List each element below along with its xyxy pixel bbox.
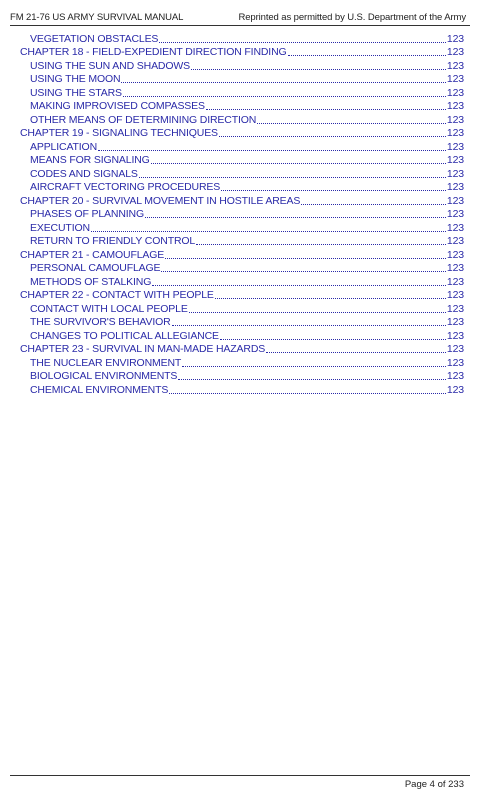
- dot-leader: [161, 262, 446, 272]
- toc-chapter-link[interactable]: [20, 288, 464, 302]
- toc-entry-title: CHAPTER 22 - CONTACT WITH PEOPLE: [20, 289, 214, 301]
- toc-section-link[interactable]: [20, 153, 464, 167]
- reprint-notice: Reprinted as permitted by U.S. Department of the Army: [238, 12, 466, 23]
- dot-leader: [182, 357, 446, 367]
- footer-divider: [10, 775, 470, 776]
- toc-entry-title: CHANGES TO POLITICAL ALLEGIANCE: [30, 329, 219, 342]
- toc-entry-page-number: 123: [446, 194, 464, 207]
- dot-leader: [215, 289, 446, 299]
- toc-chapter-link[interactable]: [20, 45, 464, 59]
- dot-leader: [121, 73, 445, 83]
- dot-leader: [159, 33, 446, 43]
- toc-section-link[interactable]: [20, 315, 464, 329]
- toc-entry-page-number: 123: [446, 100, 464, 112]
- toc-entry-page-number: 123: [446, 356, 464, 369]
- table-of-contents: [20, 31, 464, 396]
- toc-entry-title: CHAPTER 23 - SURVIVAL IN MAN-MADE HAZARDS: [20, 343, 266, 355]
- toc-section-link[interactable]: [20, 261, 464, 275]
- toc-section-link[interactable]: [20, 99, 464, 113]
- dot-leader: [91, 222, 446, 232]
- toc-section-link[interactable]: [20, 220, 464, 234]
- toc-section-link[interactable]: [20, 207, 464, 221]
- toc-entry-page-number: 123: [446, 59, 464, 72]
- toc-entry-page-number: 123: [446, 248, 464, 261]
- toc-entry-page-number: 123: [446, 343, 464, 355]
- dot-leader: [172, 316, 446, 326]
- toc-entry-page-number: 123: [446, 73, 464, 85]
- toc-entry-title: CHAPTER 20 - SURVIVAL MOVEMENT IN HOSTILE AREAS: [20, 194, 301, 207]
- toc-entry-title: CHAPTER 19 - SIGNALING TECHNIQUES: [20, 127, 218, 139]
- dot-leader: [189, 303, 446, 313]
- dot-leader: [169, 384, 446, 394]
- toc-chapter-link[interactable]: [20, 342, 464, 356]
- toc-entry-title: BIOLOGICAL ENVIRONMENTS: [30, 370, 178, 382]
- toc-entry-title: CHAPTER 18 - FIELD-EXPEDIENT DIRECTION FINDING: [20, 46, 287, 58]
- toc-entry-page-number: 123: [446, 140, 464, 153]
- toc-section-link[interactable]: [20, 72, 464, 86]
- toc-entry-title: RETURN TO FRIENDLY CONTROL: [30, 235, 196, 247]
- dot-leader: [266, 343, 446, 353]
- dot-leader: [301, 195, 446, 205]
- toc-entry-page-number: 123: [446, 275, 464, 288]
- dot-leader: [98, 141, 446, 151]
- toc-entry-title: EXECUTION: [30, 221, 90, 234]
- toc-section-link[interactable]: [20, 112, 464, 126]
- dot-leader: [152, 276, 446, 286]
- toc-entry-page-number: 123: [446, 181, 464, 193]
- toc-entry-title: USING THE SUN AND SHADOWS: [30, 59, 190, 72]
- toc-entry-page-number: 123: [446, 32, 464, 45]
- dot-leader: [221, 181, 446, 191]
- toc-section-link[interactable]: [20, 58, 464, 72]
- toc-entry-page-number: 123: [446, 262, 464, 274]
- toc-entry-title: MAKING IMPROVISED COMPASSES: [30, 100, 205, 112]
- toc-entry-title: APPLICATION: [30, 140, 98, 153]
- page-header: [10, 10, 470, 26]
- toc-entry-title: USING THE MOON: [30, 73, 121, 85]
- toc-entry-page-number: 123: [446, 302, 464, 315]
- toc-chapter-link[interactable]: [20, 193, 464, 207]
- toc-entry-title: THE NUCLEAR ENVIRONMENT: [30, 356, 182, 369]
- toc-section-link[interactable]: [20, 355, 464, 369]
- toc-entry-page-number: 123: [446, 46, 464, 58]
- toc-chapter-link[interactable]: [20, 126, 464, 140]
- toc-entry-title: PHASES OF PLANNING: [30, 208, 144, 220]
- toc-entry-title: PERSONAL CAMOUFLAGE: [30, 262, 161, 274]
- dot-leader: [151, 154, 446, 164]
- toc-section-link[interactable]: [20, 139, 464, 153]
- toc-entry-page-number: 123: [446, 370, 464, 382]
- toc-section-link[interactable]: [20, 166, 464, 180]
- toc-section-link[interactable]: [20, 180, 464, 194]
- page-indicator: Page 4 of 233: [404, 779, 464, 790]
- dot-leader: [178, 370, 446, 380]
- toc-entry-title: MEANS FOR SIGNALING: [30, 154, 150, 166]
- toc-entry-title: METHODS OF STALKING: [30, 275, 152, 288]
- dot-leader: [196, 235, 446, 245]
- toc-entry-title: CONTACT WITH LOCAL PEOPLE: [30, 302, 188, 315]
- dot-leader: [165, 249, 446, 259]
- toc-entry-page-number: 123: [446, 167, 464, 180]
- toc-entry-page-number: 123: [446, 208, 464, 220]
- dot-leader: [257, 114, 446, 124]
- dot-leader: [139, 168, 446, 178]
- toc-entry-page-number: 123: [446, 289, 464, 301]
- toc-entry-title: OTHER MEANS OF DETERMINING DIRECTION: [30, 113, 257, 126]
- toc-entry-page-number: 123: [446, 86, 464, 99]
- toc-entry-title: CHEMICAL ENVIRONMENTS: [30, 383, 169, 396]
- toc-section-link[interactable]: [20, 369, 464, 383]
- toc-entry-title: THE SURVIVOR'S BEHAVIOR: [30, 316, 171, 328]
- dot-leader: [220, 330, 446, 340]
- toc-entry-title: VEGETATION OBSTACLES: [30, 32, 159, 45]
- dot-leader: [191, 60, 446, 70]
- toc-chapter-link[interactable]: [20, 247, 464, 261]
- toc-section-link[interactable]: [20, 382, 464, 396]
- toc-entry-page-number: 123: [446, 316, 464, 328]
- toc-entry-title: CHAPTER 21 - CAMOUFLAGE: [20, 248, 165, 261]
- manual-title: FM 21-76 US ARMY SURVIVAL MANUAL: [10, 12, 184, 23]
- toc-entry-page-number: 123: [446, 221, 464, 234]
- dot-leader: [123, 87, 446, 97]
- toc-entry-page-number: 123: [446, 235, 464, 247]
- toc-entry-title: CODES AND SIGNALS: [30, 167, 138, 180]
- dot-leader: [145, 208, 446, 218]
- toc-section-link[interactable]: [20, 301, 464, 315]
- dot-leader: [219, 127, 446, 137]
- toc-entry-title: AIRCRAFT VECTORING PROCEDURES: [30, 181, 221, 193]
- toc-entry-page-number: 123: [446, 113, 464, 126]
- dot-leader: [206, 100, 446, 110]
- toc-entry-page-number: 123: [446, 127, 464, 139]
- toc-entry-page-number: 123: [446, 329, 464, 342]
- header-divider: [10, 25, 470, 26]
- toc-entry-page-number: 123: [446, 154, 464, 166]
- toc-section-link[interactable]: [20, 31, 464, 45]
- toc-entry-title: USING THE STARS: [30, 86, 122, 99]
- toc-section-link[interactable]: [20, 328, 464, 342]
- dot-leader: [288, 46, 446, 56]
- toc-entry-page-number: 123: [446, 383, 464, 396]
- toc-section-link[interactable]: [20, 234, 464, 248]
- toc-section-link[interactable]: [20, 274, 464, 288]
- toc-section-link[interactable]: [20, 85, 464, 99]
